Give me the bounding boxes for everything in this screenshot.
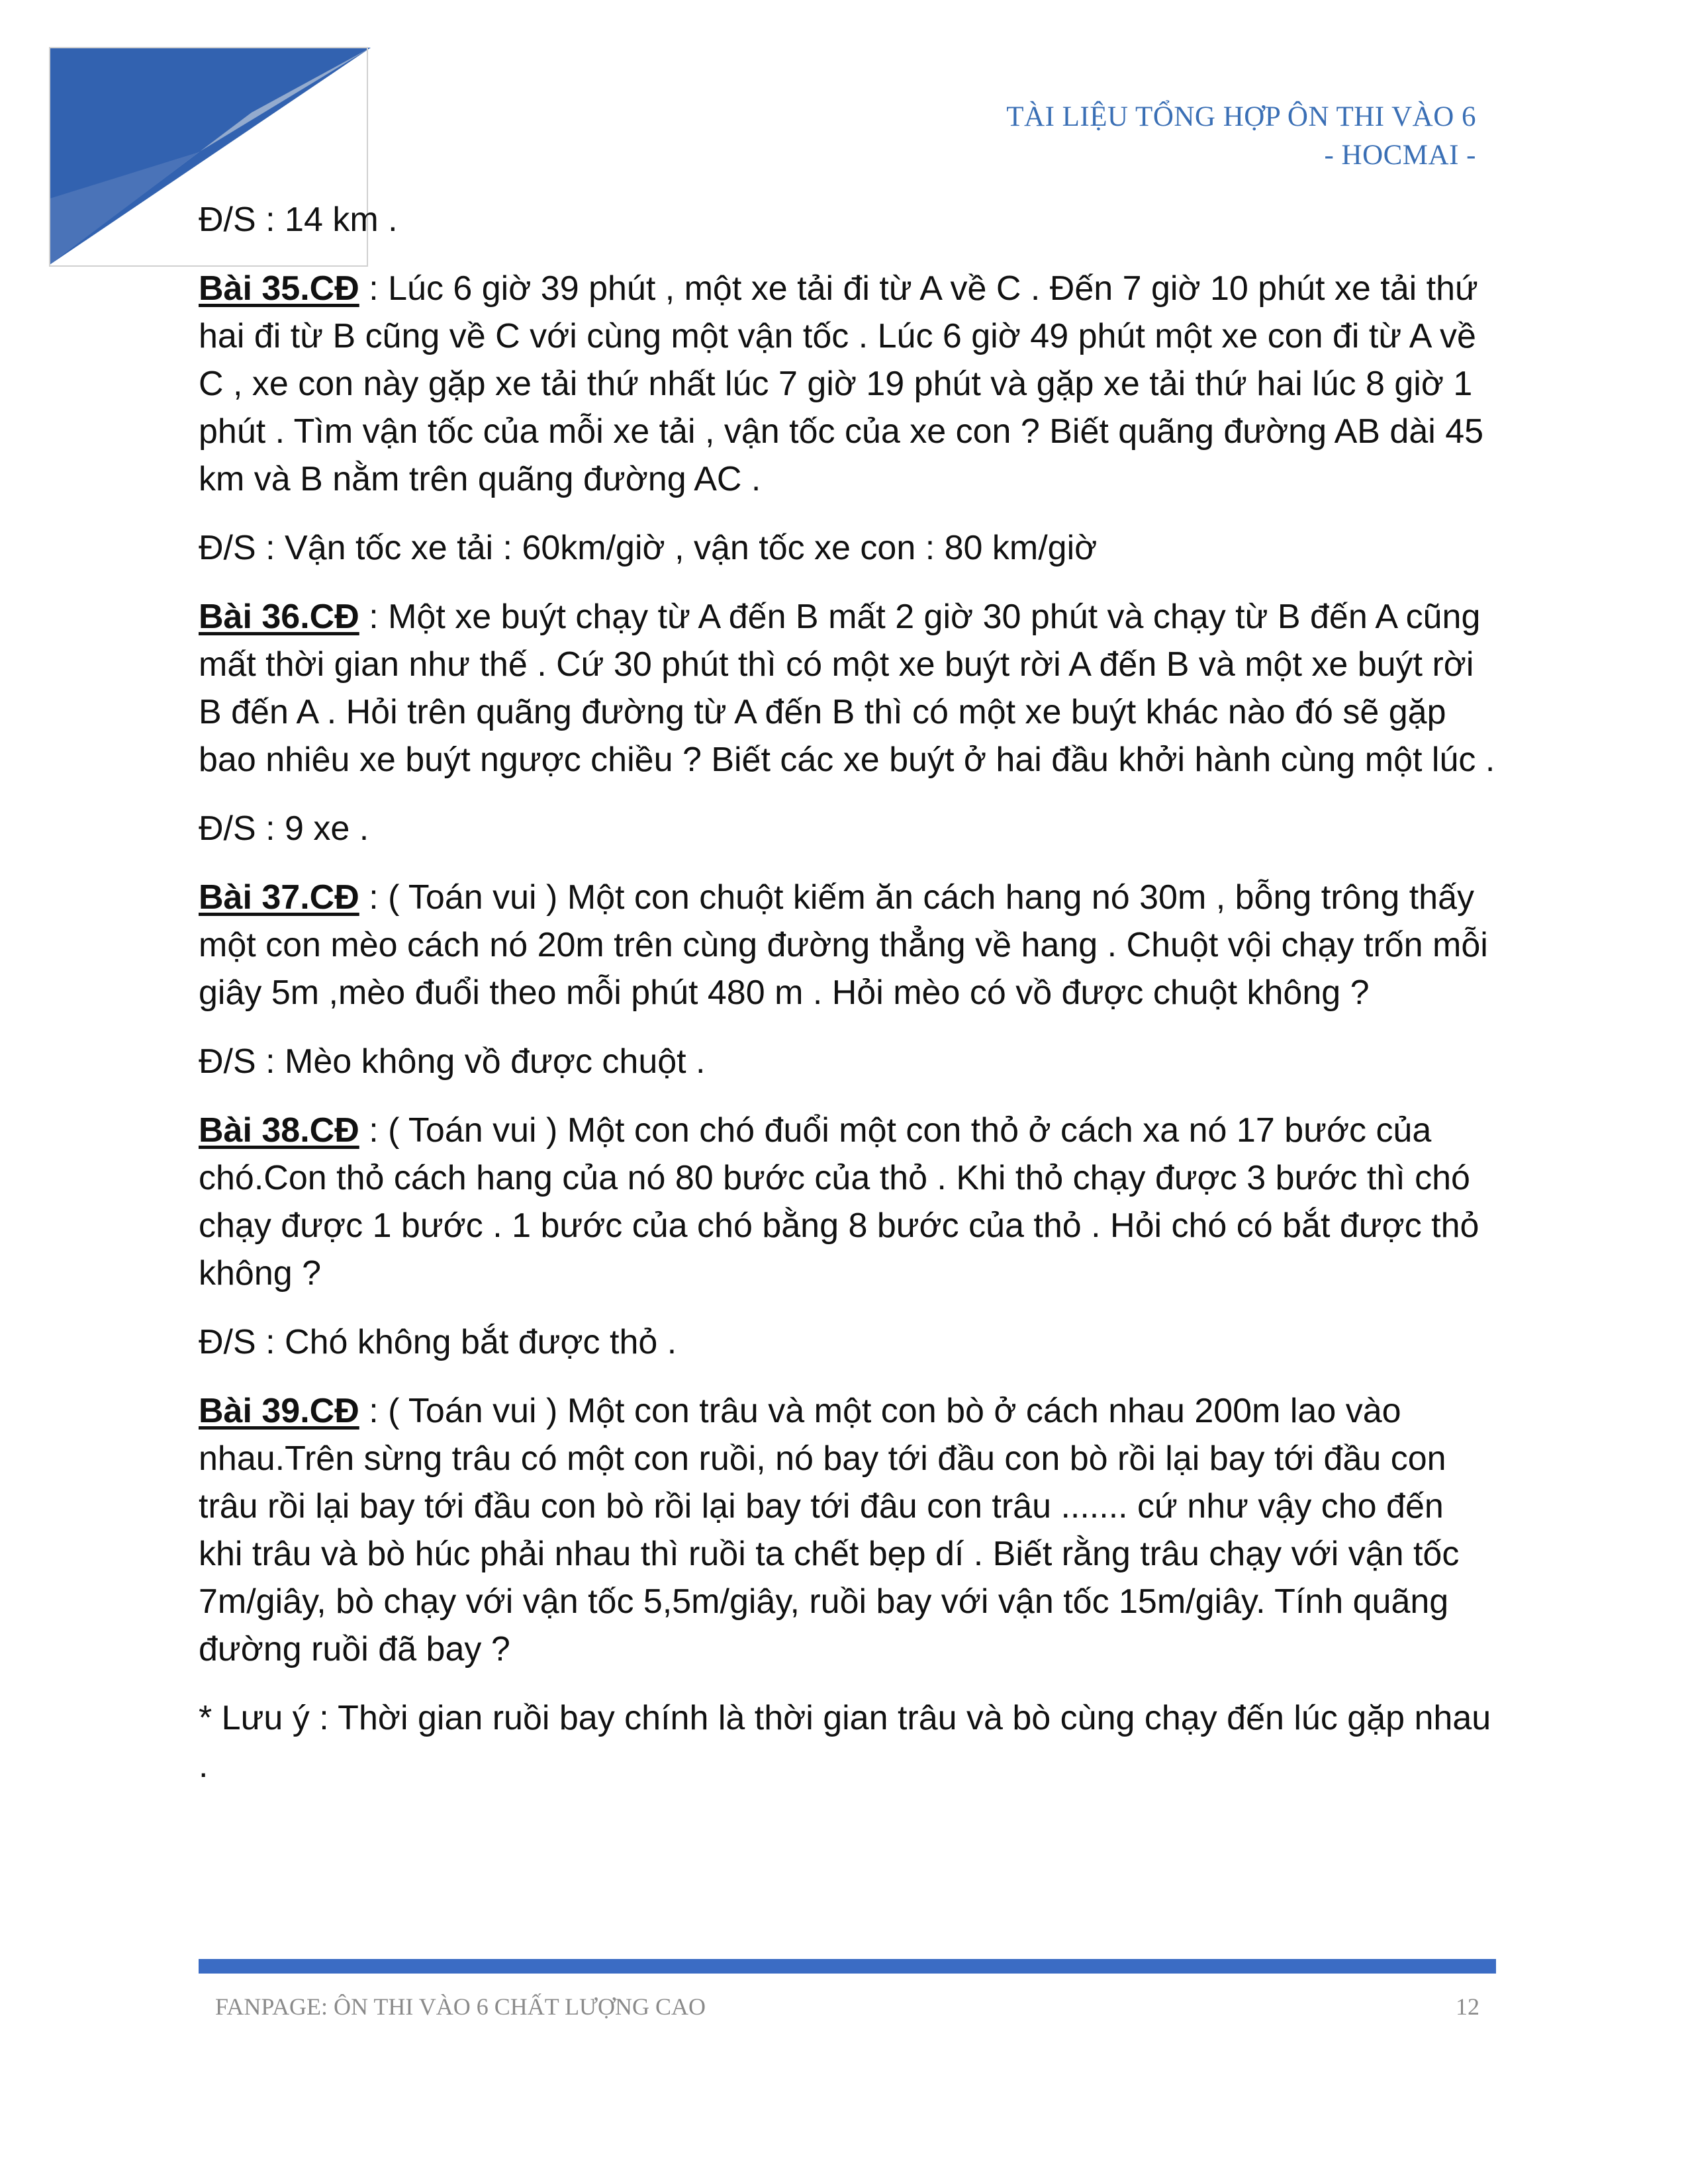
problem-37-text: : ( Toán vui ) Một con chuột kiếm ăn cách hang nó 30m , bỗng trông thấy một con mèo cách nó 20m trên cùng đường thẳng về hang . Chuột vội chạy trốn mỗi giây 5m ,mèo đuổi theo mỗi phút 480 m . Hỏi mèo có vồ được chuột không ?: [199, 878, 1488, 1012]
problem-35-label: Bài 35.CĐ: [199, 269, 359, 308]
problem-38-label: Bài 38.CĐ: [199, 1111, 359, 1150]
page-number: 12: [1456, 1993, 1479, 2020]
problem-36-label: Bài 36.CĐ: [199, 598, 359, 636]
problem-36: [199, 593, 1496, 784]
document-header: [1006, 98, 1476, 175]
header-title: TÀI LIỆU TỔNG HỢP ÔN THI VÀO 6: [1006, 101, 1476, 132]
problem-36-text: : Một xe buýt chạy từ A đến B mất 2 giờ 30 phút và chạy từ B đến A cũng mất thời gian như thế . Cứ 30 phút thì có một xe buýt rời A đến B và một xe buýt rời B đến A . Hỏi trên quãng đường từ A đến B thì có một xe buýt khác nào đó sẽ gặp bao nhiêu xe buýt ngược chiều ? Biết các xe buýt ở hai đầu khởi hành cùng một lúc .: [199, 598, 1495, 779]
problem-39-text: : ( Toán vui ) Một con trâu và một con bò ở cách nhau 200m lao vào nhau.Trên sừng trâu có một con ruồi, nó bay tới đầu con bò rồi lại bay tới đầu con trâu rồi lại bay tới đầu con bò rồi lại bay tới đâu con trâu ....... cứ như vậy cho đến khi trâu và bò húc phải nhau thì ruồi ta chết bẹp dí . Biết rằng trâu chạy với vận tốc 7m/giây, bò chạy với vận tốc 5,5m/giây, ruồi bay với vận tốc 15m/giây. Tính quãng đường ruồi đã bay ?: [199, 1392, 1460, 1668]
page-footer: [215, 1992, 1479, 2021]
footer-fanpage-text: FANPAGE: ÔN THI VÀO 6 CHẤT LƯỢNG CAO: [215, 1993, 706, 2020]
footer-divider: [199, 1959, 1496, 1974]
answer-35: Đ/S : Vận tốc xe tải : 60km/giờ , vận tốc xe con : 80 km/giờ: [199, 529, 1098, 567]
problem-39-label: Bài 39.CĐ: [199, 1392, 359, 1430]
answer-34: Đ/S : 14 km .: [199, 201, 398, 239]
answer-37: Đ/S : Mèo không vồ được chuột .: [199, 1042, 706, 1081]
problem-39: [199, 1387, 1496, 1673]
problem-38: [199, 1107, 1496, 1297]
header-subtitle: - HOCMAI -: [1324, 140, 1476, 171]
note: * Lưu ý : Thời gian ruồi bay chính là thời gian trâu và bò cùng chạy đến lúc gặp nhau .: [199, 1699, 1491, 1785]
answer-36: Đ/S : 9 xe .: [199, 809, 369, 848]
problem-38-text: : ( Toán vui ) Một con chó đuổi một con thỏ ở cách xa nó 17 bước của chó.Con thỏ cách hang của nó 80 bước của thỏ . Khi thỏ chạy được 3 bước thì chó chạy được 1 bước . 1 bước của chó bằng 8 bước của thỏ . Hỏi chó có bắt được thỏ không ?: [199, 1111, 1479, 1293]
problem-35: [199, 265, 1496, 503]
answer-38: Đ/S : Chó không bắt được thỏ .: [199, 1323, 677, 1361]
problem-35-text: : Lúc 6 giờ 39 phút , một xe tải đi từ A về C . Đến 7 giờ 10 phút xe tải thứ hai đi từ B cũng về C với cùng một vận tốc . Lúc 6 giờ 49 phút một xe con đi từ A về C , xe con này gặp xe tải thứ nhất lúc 7 giờ 19 phút và gặp xe tải thứ hai lúc 8 giờ 1 phút . Tìm vận tốc của mỗi xe tải , vận tốc của xe con ? Biết quãng đường AB dài 45 km và B nằm trên quãng đường AC .: [199, 269, 1484, 498]
document-body: [199, 196, 1496, 1811]
problem-37-label: Bài 37.CĐ: [199, 878, 359, 917]
problem-37: [199, 874, 1496, 1017]
